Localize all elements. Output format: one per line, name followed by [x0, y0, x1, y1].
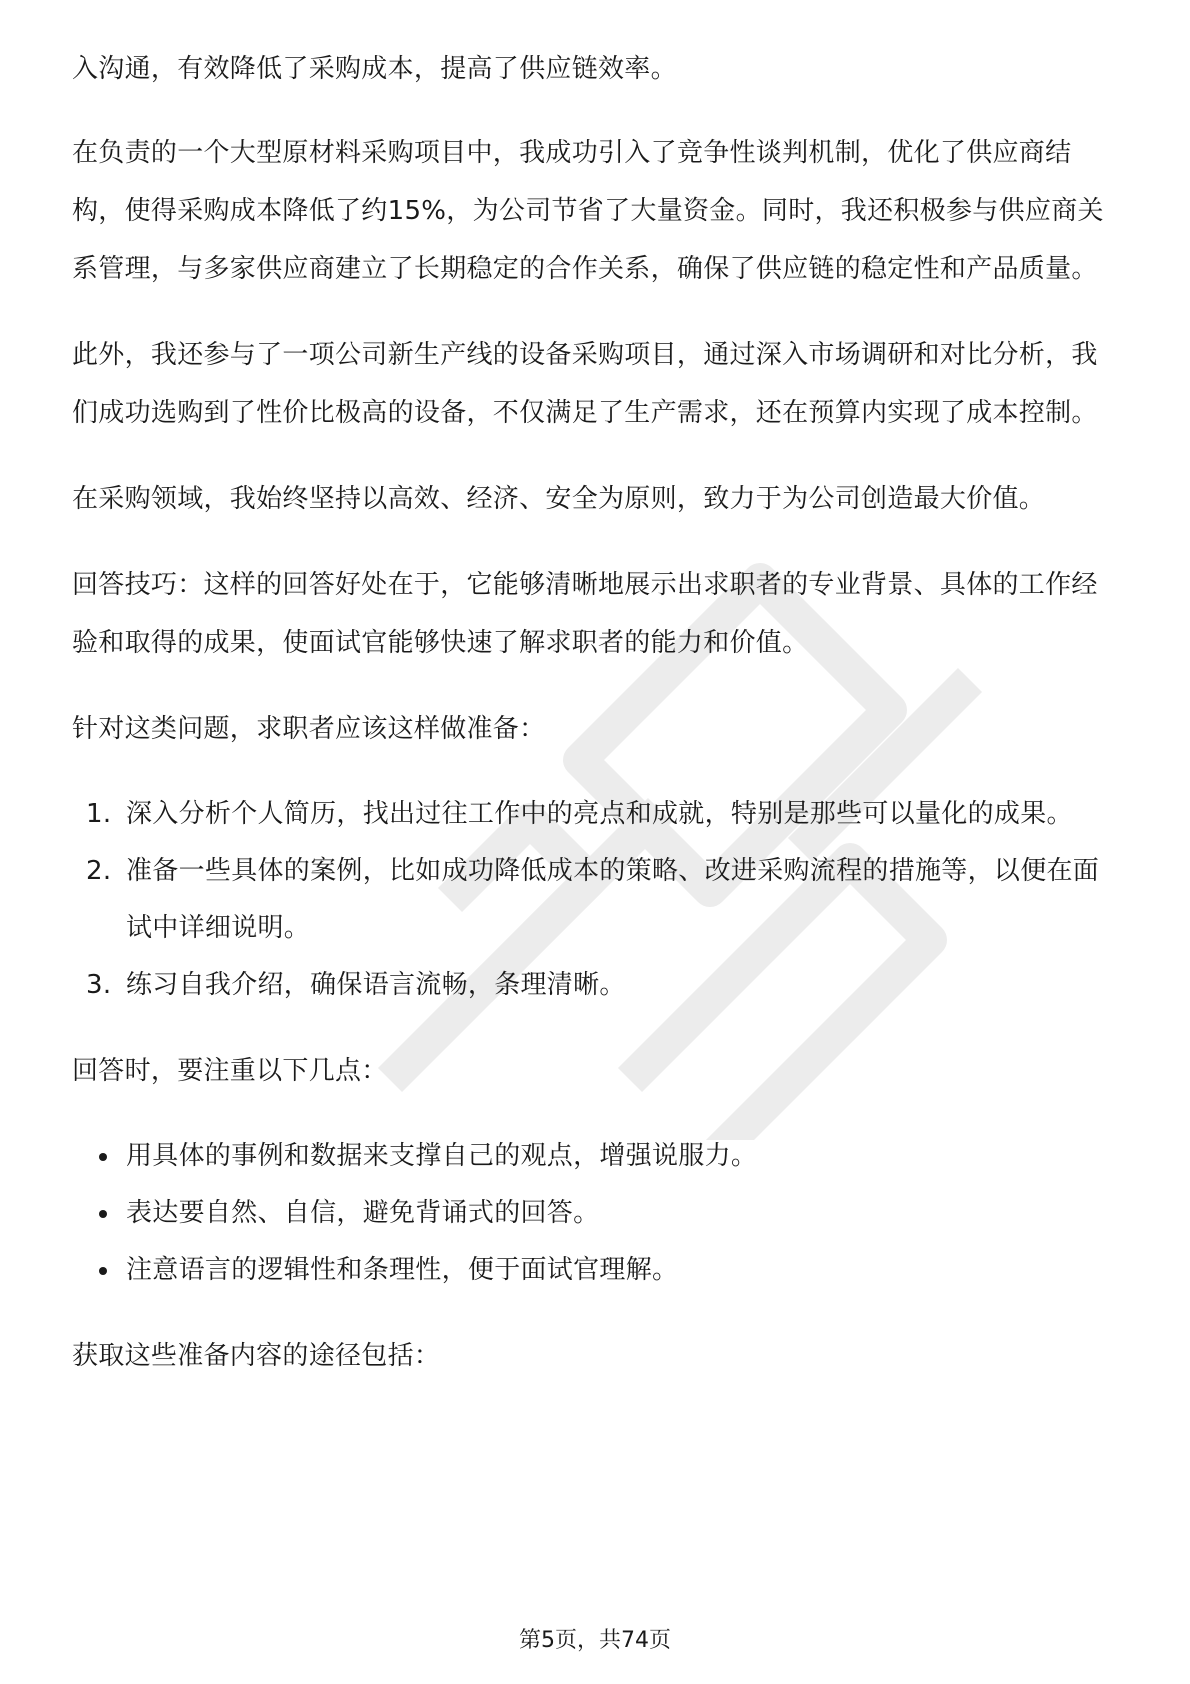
list-item	[72, 1128, 1122, 1185]
list-item-text: 准备一些具体的案例，比如成功降低成本的策略、改进采购流程的措施等，以便在面试中详细说明。	[126, 856, 1100, 943]
list-number: 3.	[86, 970, 112, 1000]
list-item-text: 注意语言的逻辑性和条理性，便于面试官理解。	[126, 1255, 679, 1285]
paragraph-preparation-intro: 针对这类问题，求职者应该这样做准备：	[72, 714, 546, 744]
paragraph-project-experience: 在负责的一个大型原材料采购项目中，我成功引入了竞争性谈判机制，优化了供应商结构，使得采购成本降低了约15%，为公司节省了大量资金。同时，我还积极参与供应商关系管理，与多家供应商建立了长期稳定的合作关系，确保了供应链的稳定性和产品质量。	[72, 138, 1104, 284]
key-points-list	[72, 1128, 1122, 1299]
list-item	[72, 957, 1122, 1014]
paragraph-sources-intro: 获取这些准备内容的途径包括：	[72, 1341, 441, 1371]
list-item-text: 用具体的事例和数据来支撑自己的观点，增强说服力。	[126, 1141, 758, 1171]
page-footer: 第5页，共74页	[519, 1628, 671, 1653]
list-item	[72, 786, 1122, 843]
bullet-icon	[99, 1153, 107, 1161]
paragraph-answer-tips: 回答技巧：这样的回答好处在于，它能够清晰地展示出求职者的专业背景、具体的工作经验和取得的成果，使面试官能够快速了解求职者的能力和价值。	[72, 570, 1098, 658]
list-number: 1.	[86, 799, 112, 829]
bullet-icon	[99, 1210, 107, 1218]
list-item-text: 深入分析个人简历，找出过往工作中的亮点和成就，特别是那些可以量化的成果。	[126, 799, 1073, 829]
bullet-icon	[99, 1267, 107, 1275]
paragraph-continuation: 入沟通，有效降低了采购成本，提高了供应链效率。	[72, 54, 677, 84]
list-item-text: 表达要自然、自信，避免背诵式的回答。	[126, 1198, 600, 1228]
list-item	[72, 1242, 1122, 1299]
paragraph-key-points-intro: 回答时，要注重以下几点：	[72, 1056, 388, 1086]
preparation-list	[72, 786, 1122, 1014]
paragraph-principles: 在采购领域，我始终坚持以高效、经济、安全为原则，致力于为公司创造最大价值。	[72, 484, 1046, 514]
document-body	[72, 40, 1122, 1413]
list-item-text: 练习自我介绍，确保语言流畅，条理清晰。	[126, 970, 626, 1000]
list-number: 2.	[86, 856, 112, 886]
list-item	[72, 843, 1122, 957]
paragraph-equipment-project: 此外，我还参与了一项公司新生产线的设备采购项目，通过深入市场调研和对比分析，我们成功选购到了性价比极高的设备，不仅满足了生产需求，还在预算内实现了成本控制。	[72, 340, 1098, 428]
list-item	[72, 1185, 1122, 1242]
